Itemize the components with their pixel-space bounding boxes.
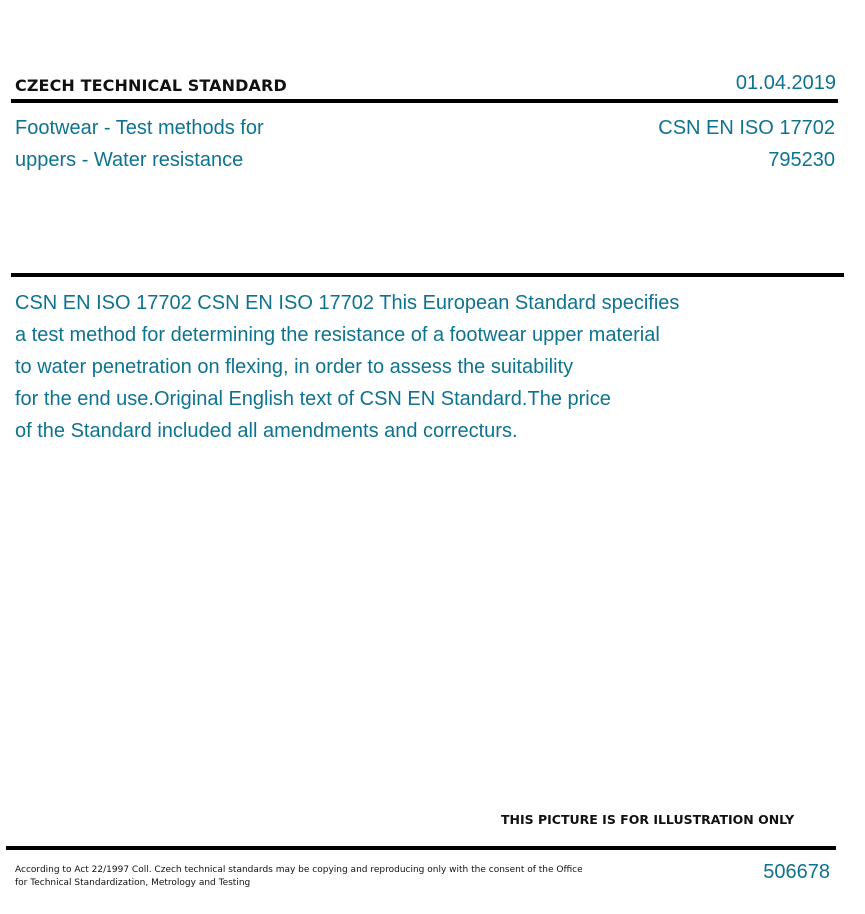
standard-title-line-2: uppers - Water resistance <box>15 149 244 171</box>
standard-title-line-1: Footwear - Test methods for <box>15 117 264 139</box>
legal-notice <box>15 864 583 890</box>
legal-notice-line: for Technical Standardization, Metrology and Testing <box>15 878 251 888</box>
bottom-divider <box>6 846 836 850</box>
description-line: CSN EN ISO 17702 CSN EN ISO 17702 This European Standard specifies <box>15 292 680 314</box>
document-id: 506678 <box>763 861 830 883</box>
description-line: a test method for determining the resistance of a footwear upper material <box>15 324 660 346</box>
description-line: for the end use.Original English text of CSN EN Standard.The price <box>15 388 611 410</box>
document-type-heading: CZECH TECHNICAL STANDARD <box>15 76 287 95</box>
middle-divider <box>11 273 844 277</box>
description-line: of the Standard included all amendments and correcturs. <box>15 420 518 442</box>
standard-code: CSN EN ISO 17702 <box>658 117 835 139</box>
description-line: to water penetration on flexing, in order to assess the suitability <box>15 356 574 378</box>
publication-date: 01.04.2019 <box>735 72 836 94</box>
top-divider <box>11 99 838 103</box>
catalog-number: 795230 <box>768 149 835 171</box>
standard-description <box>15 287 775 447</box>
legal-notice-line: According to Act 22/1997 Coll. Czech technical standards may be copying and reproducing only with the consent of the Office <box>15 865 583 875</box>
illustration-notice: THIS PICTURE IS FOR ILLUSTRATION ONLY <box>501 812 795 827</box>
